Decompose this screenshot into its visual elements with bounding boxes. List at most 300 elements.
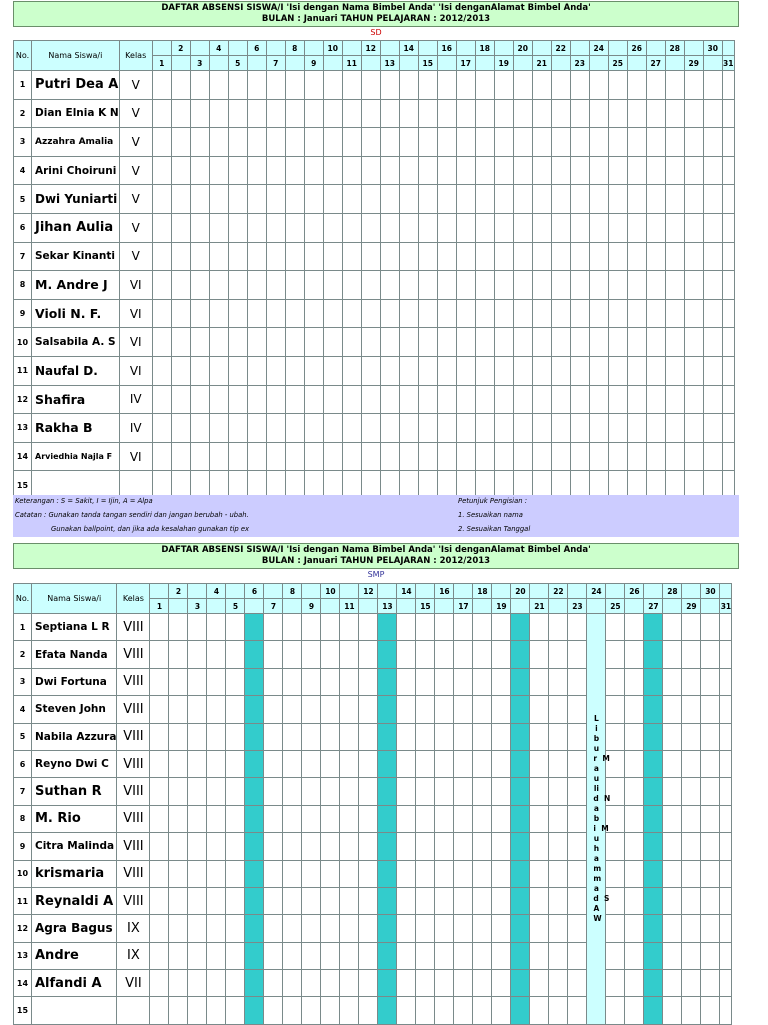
attendance-cell[interactable] xyxy=(608,71,627,100)
attendance-cell[interactable] xyxy=(435,805,454,832)
attendance-cell[interactable] xyxy=(625,942,644,969)
attendance-cell[interactable] xyxy=(361,128,380,157)
attendance-cell[interactable] xyxy=(492,668,511,695)
attendance-cell[interactable] xyxy=(665,71,684,100)
attendance-cell[interactable] xyxy=(171,299,190,328)
attendance-cell[interactable] xyxy=(207,614,226,641)
attendance-cell[interactable] xyxy=(190,213,209,242)
attendance-cell[interactable] xyxy=(720,970,732,997)
attendance-cell[interactable] xyxy=(399,99,418,128)
attendance-cell[interactable] xyxy=(378,641,397,668)
attendance-cell[interactable] xyxy=(323,414,342,443)
attendance-cell[interactable] xyxy=(228,442,247,471)
attendance-cell[interactable] xyxy=(703,185,722,214)
attendance-cell[interactable] xyxy=(285,328,304,357)
attendance-cell[interactable] xyxy=(530,942,549,969)
attendance-cell[interactable] xyxy=(361,299,380,328)
attendance-cell[interactable] xyxy=(682,915,701,942)
attendance-cell[interactable] xyxy=(247,185,266,214)
attendance-cell[interactable] xyxy=(663,860,682,887)
attendance-cell[interactable] xyxy=(418,71,437,100)
attendance-cell[interactable] xyxy=(644,723,663,750)
attendance-cell[interactable] xyxy=(608,128,627,157)
attendance-cell[interactable] xyxy=(416,778,435,805)
attendance-cell[interactable] xyxy=(682,614,701,641)
attendance-cell[interactable] xyxy=(418,271,437,300)
attendance-cell[interactable] xyxy=(606,668,625,695)
attendance-cell[interactable] xyxy=(492,641,511,668)
attendance-cell[interactable] xyxy=(171,128,190,157)
attendance-cell[interactable] xyxy=(456,356,475,385)
attendance-cell[interactable] xyxy=(228,414,247,443)
attendance-cell[interactable] xyxy=(285,242,304,271)
attendance-cell[interactable] xyxy=(152,71,171,100)
attendance-cell[interactable] xyxy=(549,778,568,805)
attendance-cell[interactable] xyxy=(302,696,321,723)
attendance-cell[interactable] xyxy=(378,696,397,723)
attendance-cell[interactable] xyxy=(150,915,169,942)
attendance-cell[interactable] xyxy=(226,970,245,997)
attendance-cell[interactable] xyxy=(209,71,228,100)
attendance-cell[interactable] xyxy=(456,185,475,214)
attendance-cell[interactable] xyxy=(475,271,494,300)
attendance-cell[interactable] xyxy=(150,614,169,641)
attendance-cell[interactable] xyxy=(532,299,551,328)
attendance-cell[interactable] xyxy=(266,185,285,214)
attendance-cell[interactable] xyxy=(169,833,188,860)
attendance-cell[interactable] xyxy=(304,385,323,414)
attendance-cell[interactable] xyxy=(625,887,644,914)
attendance-cell[interactable] xyxy=(226,805,245,832)
attendance-cell[interactable] xyxy=(380,71,399,100)
attendance-cell[interactable] xyxy=(492,750,511,777)
attendance-cell[interactable] xyxy=(511,887,530,914)
attendance-cell[interactable] xyxy=(359,614,378,641)
attendance-cell[interactable] xyxy=(570,385,589,414)
attendance-cell[interactable] xyxy=(589,71,608,100)
attendance-cell[interactable] xyxy=(703,71,722,100)
attendance-cell[interactable] xyxy=(722,99,734,128)
attendance-cell[interactable] xyxy=(397,805,416,832)
attendance-cell[interactable] xyxy=(323,242,342,271)
attendance-cell[interactable] xyxy=(475,213,494,242)
attendance-cell[interactable] xyxy=(399,271,418,300)
attendance-cell[interactable] xyxy=(285,414,304,443)
attendance-cell[interactable] xyxy=(606,970,625,997)
attendance-cell[interactable] xyxy=(608,299,627,328)
attendance-cell[interactable] xyxy=(513,99,532,128)
attendance-cell[interactable] xyxy=(435,915,454,942)
attendance-cell[interactable] xyxy=(321,778,340,805)
attendance-cell[interactable] xyxy=(454,887,473,914)
attendance-cell[interactable] xyxy=(188,915,207,942)
attendance-cell[interactable] xyxy=(665,128,684,157)
attendance-cell[interactable] xyxy=(321,833,340,860)
attendance-cell[interactable] xyxy=(302,833,321,860)
attendance-cell[interactable] xyxy=(437,299,456,328)
attendance-cell[interactable] xyxy=(625,860,644,887)
attendance-cell[interactable] xyxy=(570,99,589,128)
attendance-cell[interactable] xyxy=(473,668,492,695)
attendance-cell[interactable] xyxy=(530,696,549,723)
attendance-cell[interactable] xyxy=(549,641,568,668)
attendance-cell[interactable] xyxy=(532,128,551,157)
attendance-cell[interactable] xyxy=(435,614,454,641)
attendance-cell[interactable] xyxy=(361,71,380,100)
attendance-cell[interactable] xyxy=(437,328,456,357)
attendance-cell[interactable] xyxy=(285,356,304,385)
attendance-cell[interactable] xyxy=(646,299,665,328)
attendance-cell[interactable] xyxy=(342,185,361,214)
attendance-cell[interactable] xyxy=(511,860,530,887)
attendance-cell[interactable] xyxy=(264,614,283,641)
attendance-cell[interactable] xyxy=(682,668,701,695)
attendance-cell[interactable] xyxy=(209,356,228,385)
attendance-cell[interactable] xyxy=(209,156,228,185)
attendance-cell[interactable] xyxy=(207,778,226,805)
attendance-cell[interactable] xyxy=(169,778,188,805)
attendance-cell[interactable] xyxy=(701,997,720,1024)
attendance-cell[interactable] xyxy=(283,997,302,1024)
attendance-cell[interactable] xyxy=(150,970,169,997)
attendance-cell[interactable] xyxy=(378,614,397,641)
attendance-cell[interactable] xyxy=(492,614,511,641)
attendance-cell[interactable] xyxy=(378,887,397,914)
attendance-cell[interactable] xyxy=(359,723,378,750)
attendance-cell[interactable] xyxy=(226,641,245,668)
attendance-cell[interactable] xyxy=(283,887,302,914)
attendance-cell[interactable] xyxy=(663,970,682,997)
attendance-cell[interactable] xyxy=(454,641,473,668)
attendance-cell[interactable] xyxy=(152,385,171,414)
attendance-cell[interactable] xyxy=(684,385,703,414)
attendance-cell[interactable] xyxy=(570,299,589,328)
attendance-cell[interactable] xyxy=(532,156,551,185)
attendance-cell[interactable] xyxy=(665,156,684,185)
attendance-cell[interactable] xyxy=(665,356,684,385)
attendance-cell[interactable] xyxy=(321,805,340,832)
attendance-cell[interactable] xyxy=(722,356,734,385)
attendance-cell[interactable] xyxy=(359,696,378,723)
attendance-cell[interactable] xyxy=(589,299,608,328)
attendance-cell[interactable] xyxy=(435,778,454,805)
attendance-cell[interactable] xyxy=(532,414,551,443)
attendance-cell[interactable] xyxy=(228,271,247,300)
attendance-cell[interactable] xyxy=(530,668,549,695)
attendance-cell[interactable] xyxy=(169,970,188,997)
attendance-cell[interactable] xyxy=(418,242,437,271)
attendance-cell[interactable] xyxy=(416,805,435,832)
attendance-cell[interactable] xyxy=(435,970,454,997)
attendance-cell[interactable] xyxy=(416,614,435,641)
attendance-cell[interactable] xyxy=(190,328,209,357)
attendance-cell[interactable] xyxy=(568,833,587,860)
attendance-cell[interactable] xyxy=(169,723,188,750)
attendance-cell[interactable] xyxy=(304,99,323,128)
attendance-cell[interactable] xyxy=(437,356,456,385)
attendance-cell[interactable] xyxy=(513,414,532,443)
attendance-cell[interactable] xyxy=(152,213,171,242)
attendance-cell[interactable] xyxy=(644,614,663,641)
attendance-cell[interactable] xyxy=(473,915,492,942)
attendance-cell[interactable] xyxy=(323,185,342,214)
attendance-cell[interactable] xyxy=(608,242,627,271)
attendance-cell[interactable] xyxy=(606,942,625,969)
attendance-cell[interactable] xyxy=(152,414,171,443)
attendance-cell[interactable] xyxy=(380,213,399,242)
attendance-cell[interactable] xyxy=(169,915,188,942)
attendance-cell[interactable] xyxy=(589,414,608,443)
attendance-cell[interactable] xyxy=(722,328,734,357)
attendance-cell[interactable] xyxy=(627,271,646,300)
attendance-cell[interactable] xyxy=(684,71,703,100)
attendance-cell[interactable] xyxy=(454,696,473,723)
attendance-cell[interactable] xyxy=(549,860,568,887)
attendance-cell[interactable] xyxy=(342,299,361,328)
attendance-cell[interactable] xyxy=(378,833,397,860)
attendance-cell[interactable] xyxy=(283,614,302,641)
attendance-cell[interactable] xyxy=(378,750,397,777)
attendance-cell[interactable] xyxy=(644,942,663,969)
attendance-cell[interactable] xyxy=(209,271,228,300)
attendance-cell[interactable] xyxy=(361,442,380,471)
attendance-cell[interactable] xyxy=(646,414,665,443)
attendance-cell[interactable] xyxy=(492,805,511,832)
attendance-cell[interactable] xyxy=(701,778,720,805)
attendance-cell[interactable] xyxy=(589,442,608,471)
attendance-cell[interactable] xyxy=(663,696,682,723)
attendance-cell[interactable] xyxy=(247,242,266,271)
attendance-cell[interactable] xyxy=(380,156,399,185)
attendance-cell[interactable] xyxy=(283,723,302,750)
attendance-cell[interactable] xyxy=(663,805,682,832)
attendance-cell[interactable] xyxy=(606,696,625,723)
attendance-cell[interactable] xyxy=(399,299,418,328)
attendance-cell[interactable] xyxy=(722,414,734,443)
attendance-cell[interactable] xyxy=(532,242,551,271)
attendance-cell[interactable] xyxy=(551,128,570,157)
attendance-cell[interactable] xyxy=(701,641,720,668)
attendance-cell[interactable] xyxy=(682,970,701,997)
attendance-cell[interactable] xyxy=(473,860,492,887)
attendance-cell[interactable] xyxy=(644,887,663,914)
attendance-cell[interactable] xyxy=(283,942,302,969)
attendance-cell[interactable] xyxy=(435,750,454,777)
attendance-cell[interactable] xyxy=(511,778,530,805)
attendance-cell[interactable] xyxy=(264,778,283,805)
attendance-cell[interactable] xyxy=(606,860,625,887)
attendance-cell[interactable] xyxy=(570,213,589,242)
attendance-cell[interactable] xyxy=(532,385,551,414)
attendance-cell[interactable] xyxy=(245,668,264,695)
attendance-cell[interactable] xyxy=(321,942,340,969)
attendance-cell[interactable] xyxy=(646,271,665,300)
attendance-cell[interactable] xyxy=(169,997,188,1024)
attendance-cell[interactable] xyxy=(397,833,416,860)
attendance-cell[interactable] xyxy=(304,299,323,328)
attendance-cell[interactable] xyxy=(266,385,285,414)
attendance-cell[interactable] xyxy=(323,271,342,300)
attendance-cell[interactable] xyxy=(380,185,399,214)
attendance-cell[interactable] xyxy=(207,860,226,887)
attendance-cell[interactable] xyxy=(511,641,530,668)
attendance-cell[interactable] xyxy=(608,213,627,242)
attendance-cell[interactable] xyxy=(228,385,247,414)
attendance-cell[interactable] xyxy=(608,356,627,385)
attendance-cell[interactable] xyxy=(380,299,399,328)
attendance-cell[interactable] xyxy=(359,887,378,914)
attendance-cell[interactable] xyxy=(435,860,454,887)
attendance-cell[interactable] xyxy=(188,942,207,969)
attendance-cell[interactable] xyxy=(190,414,209,443)
attendance-cell[interactable] xyxy=(720,641,732,668)
attendance-cell[interactable] xyxy=(722,299,734,328)
attendance-cell[interactable] xyxy=(511,668,530,695)
attendance-cell[interactable] xyxy=(226,860,245,887)
attendance-cell[interactable] xyxy=(304,242,323,271)
attendance-cell[interactable] xyxy=(321,723,340,750)
attendance-cell[interactable] xyxy=(190,299,209,328)
attendance-cell[interactable] xyxy=(665,328,684,357)
attendance-cell[interactable] xyxy=(209,385,228,414)
attendance-cell[interactable] xyxy=(285,213,304,242)
attendance-cell[interactable] xyxy=(475,442,494,471)
attendance-cell[interactable] xyxy=(209,442,228,471)
attendance-cell[interactable] xyxy=(207,970,226,997)
attendance-cell[interactable] xyxy=(568,942,587,969)
attendance-cell[interactable] xyxy=(665,185,684,214)
attendance-cell[interactable] xyxy=(321,887,340,914)
attendance-cell[interactable] xyxy=(644,860,663,887)
attendance-cell[interactable] xyxy=(340,942,359,969)
attendance-cell[interactable] xyxy=(190,385,209,414)
attendance-cell[interactable] xyxy=(589,328,608,357)
attendance-cell[interactable] xyxy=(494,299,513,328)
attendance-cell[interactable] xyxy=(209,242,228,271)
attendance-cell[interactable] xyxy=(283,833,302,860)
attendance-cell[interactable] xyxy=(475,156,494,185)
attendance-cell[interactable] xyxy=(399,156,418,185)
attendance-cell[interactable] xyxy=(323,213,342,242)
attendance-cell[interactable] xyxy=(722,71,734,100)
attendance-cell[interactable] xyxy=(152,328,171,357)
attendance-cell[interactable] xyxy=(625,668,644,695)
attendance-cell[interactable] xyxy=(549,614,568,641)
attendance-cell[interactable] xyxy=(323,128,342,157)
attendance-cell[interactable] xyxy=(416,887,435,914)
attendance-cell[interactable] xyxy=(397,997,416,1024)
attendance-cell[interactable] xyxy=(171,185,190,214)
attendance-cell[interactable] xyxy=(551,271,570,300)
attendance-cell[interactable] xyxy=(285,299,304,328)
attendance-cell[interactable] xyxy=(321,915,340,942)
attendance-cell[interactable] xyxy=(665,271,684,300)
attendance-cell[interactable] xyxy=(245,887,264,914)
attendance-cell[interactable] xyxy=(627,99,646,128)
attendance-cell[interactable] xyxy=(494,356,513,385)
attendance-cell[interactable] xyxy=(644,778,663,805)
attendance-cell[interactable] xyxy=(380,242,399,271)
attendance-cell[interactable] xyxy=(226,833,245,860)
attendance-cell[interactable] xyxy=(380,356,399,385)
attendance-cell[interactable] xyxy=(418,213,437,242)
attendance-cell[interactable] xyxy=(190,156,209,185)
attendance-cell[interactable] xyxy=(361,328,380,357)
attendance-cell[interactable] xyxy=(549,970,568,997)
attendance-cell[interactable] xyxy=(682,696,701,723)
attendance-cell[interactable] xyxy=(397,970,416,997)
attendance-cell[interactable] xyxy=(340,997,359,1024)
attendance-cell[interactable] xyxy=(169,696,188,723)
attendance-cell[interactable] xyxy=(511,997,530,1024)
attendance-cell[interactable] xyxy=(226,696,245,723)
attendance-cell[interactable] xyxy=(684,99,703,128)
attendance-cell[interactable] xyxy=(247,385,266,414)
attendance-cell[interactable] xyxy=(513,71,532,100)
attendance-cell[interactable] xyxy=(701,750,720,777)
attendance-cell[interactable] xyxy=(684,356,703,385)
attendance-cell[interactable] xyxy=(323,442,342,471)
attendance-cell[interactable] xyxy=(418,356,437,385)
attendance-cell[interactable] xyxy=(549,750,568,777)
attendance-cell[interactable] xyxy=(456,442,475,471)
attendance-cell[interactable] xyxy=(703,299,722,328)
attendance-cell[interactable] xyxy=(644,750,663,777)
attendance-cell[interactable] xyxy=(663,668,682,695)
attendance-cell[interactable] xyxy=(684,213,703,242)
attendance-cell[interactable] xyxy=(304,328,323,357)
attendance-cell[interactable] xyxy=(625,915,644,942)
attendance-cell[interactable] xyxy=(304,414,323,443)
attendance-cell[interactable] xyxy=(513,242,532,271)
attendance-cell[interactable] xyxy=(684,328,703,357)
attendance-cell[interactable] xyxy=(304,271,323,300)
attendance-cell[interactable] xyxy=(530,833,549,860)
attendance-cell[interactable] xyxy=(418,328,437,357)
attendance-cell[interactable] xyxy=(190,242,209,271)
attendance-cell[interactable] xyxy=(190,271,209,300)
attendance-cell[interactable] xyxy=(190,99,209,128)
attendance-cell[interactable] xyxy=(684,271,703,300)
attendance-cell[interactable] xyxy=(701,614,720,641)
attendance-cell[interactable] xyxy=(511,750,530,777)
attendance-cell[interactable] xyxy=(494,213,513,242)
attendance-cell[interactable] xyxy=(644,970,663,997)
attendance-cell[interactable] xyxy=(169,942,188,969)
attendance-cell[interactable] xyxy=(627,185,646,214)
attendance-cell[interactable] xyxy=(435,942,454,969)
attendance-cell[interactable] xyxy=(494,414,513,443)
attendance-cell[interactable] xyxy=(570,414,589,443)
attendance-cell[interactable] xyxy=(682,997,701,1024)
attendance-cell[interactable] xyxy=(266,442,285,471)
attendance-cell[interactable] xyxy=(342,356,361,385)
attendance-cell[interactable] xyxy=(551,442,570,471)
attendance-cell[interactable] xyxy=(532,328,551,357)
attendance-cell[interactable] xyxy=(150,997,169,1024)
attendance-cell[interactable] xyxy=(247,271,266,300)
attendance-cell[interactable] xyxy=(245,915,264,942)
attendance-cell[interactable] xyxy=(549,723,568,750)
attendance-cell[interactable] xyxy=(226,942,245,969)
attendance-cell[interactable] xyxy=(437,414,456,443)
attendance-cell[interactable] xyxy=(302,723,321,750)
attendance-cell[interactable] xyxy=(266,156,285,185)
attendance-cell[interactable] xyxy=(380,328,399,357)
attendance-cell[interactable] xyxy=(342,99,361,128)
attendance-cell[interactable] xyxy=(340,778,359,805)
attendance-cell[interactable] xyxy=(551,185,570,214)
